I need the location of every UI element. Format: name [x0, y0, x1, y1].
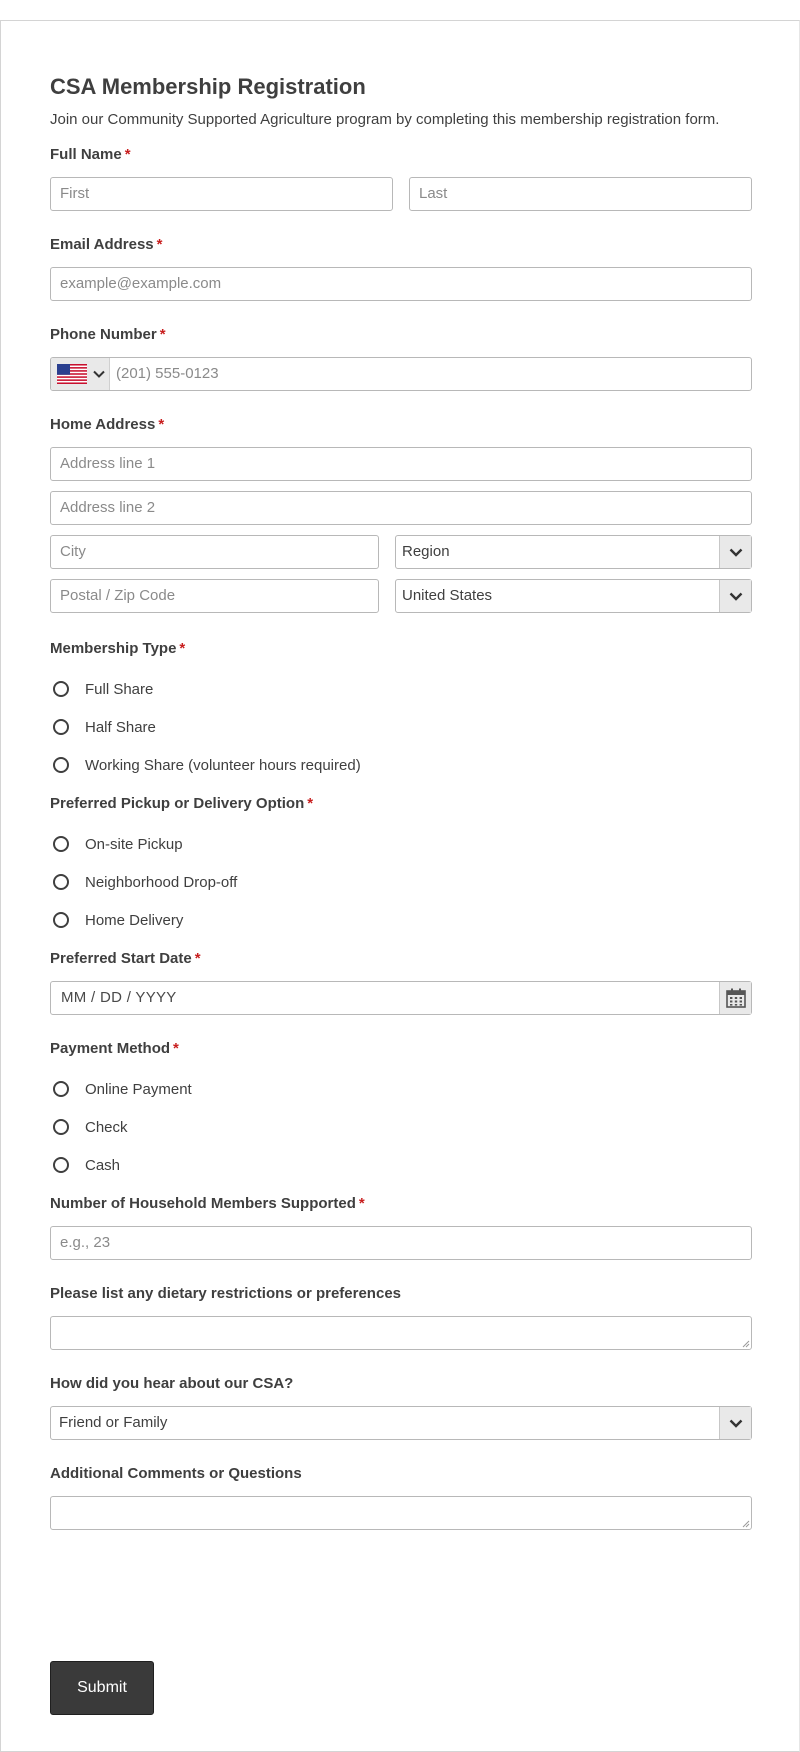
membership-type-label [50, 639, 752, 659]
radio-label: Home Delivery [85, 911, 184, 929]
referral-source-label: How did you hear about our CSA? [50, 1375, 294, 1392]
required-marker: * [159, 326, 166, 343]
resize-grip-icon[interactable] [741, 1519, 750, 1528]
payment-method-label-text: Payment Method [50, 1040, 171, 1057]
resize-grip-icon[interactable] [741, 1339, 750, 1348]
radio-option[interactable] [50, 1108, 752, 1146]
country-select-value: United States [402, 587, 493, 604]
radio-label: Neighborhood Drop-off [85, 873, 238, 891]
radio-option[interactable] [50, 901, 752, 939]
payment-method-field [50, 1039, 752, 1184]
radio-button[interactable] [53, 757, 69, 773]
required-marker: * [158, 416, 165, 433]
household-members-field [50, 1194, 752, 1260]
chevron-down-icon [93, 370, 105, 378]
start-date-placeholder: MM / DD / YYYY [61, 989, 177, 1006]
radio-option[interactable] [50, 863, 752, 901]
full-name-label-text: Full Name [50, 146, 122, 163]
membership-type-label-text: Membership Type [50, 640, 177, 657]
last-name-input[interactable]: Last [409, 177, 752, 211]
address-label [50, 415, 752, 435]
radio-option[interactable] [50, 670, 752, 708]
address-label-text: Home Address [50, 416, 156, 433]
registration-form [50, 73, 752, 1696]
household-members-label-text: Number of Household Members Supported [50, 1195, 356, 1212]
required-marker: * [179, 640, 186, 657]
radio-button[interactable] [53, 836, 69, 852]
us-flag-icon [57, 364, 87, 384]
payment-radio-group [50, 1070, 752, 1184]
radio-label: Half Share [85, 718, 156, 736]
radio-button[interactable] [53, 719, 69, 735]
radio-label: Online Payment [85, 1080, 192, 1098]
region-select[interactable] [395, 535, 752, 569]
comments-field [50, 1464, 752, 1530]
email-input[interactable]: example@example.com [50, 267, 752, 301]
address-line1-input[interactable]: Address line 1 [50, 447, 752, 481]
start-date-label-text: Preferred Start Date [50, 950, 192, 967]
start-date-input[interactable] [50, 981, 752, 1015]
full-name-label [50, 145, 752, 165]
radio-label: On-site Pickup [85, 835, 183, 853]
radio-button[interactable] [53, 681, 69, 697]
required-marker: * [173, 1040, 179, 1057]
dietary-textarea[interactable] [50, 1316, 752, 1350]
dietary-field [50, 1284, 752, 1350]
radio-button[interactable] [53, 912, 69, 928]
email-label-text: Email Address [50, 236, 154, 253]
chevron-down-icon [719, 536, 751, 568]
address-line2-input[interactable]: Address line 2 [50, 491, 752, 525]
submit-button[interactable]: Submit [50, 1661, 154, 1715]
payment-method-label [50, 1039, 752, 1059]
chevron-down-icon [719, 1407, 751, 1439]
pickup-option-label-text: Preferred Pickup or Delivery Option [50, 795, 305, 812]
membership-type-radio-group [50, 670, 752, 784]
required-marker: * [194, 950, 201, 967]
email-field [50, 235, 752, 301]
radio-option[interactable] [50, 825, 752, 863]
required-marker: * [156, 236, 163, 253]
radio-label: Working Share (volunteer hours required) [85, 756, 361, 774]
radio-label: Full Share [85, 680, 154, 698]
radio-button[interactable] [53, 1157, 69, 1173]
form-card [0, 20, 800, 1752]
radio-option[interactable] [50, 708, 752, 746]
first-name-input[interactable]: First [50, 177, 393, 211]
phone-field [50, 325, 752, 391]
household-members-label [50, 1194, 752, 1214]
membership-type-field [50, 639, 752, 784]
radio-button[interactable] [53, 874, 69, 890]
calendar-icon[interactable] [719, 982, 751, 1014]
region-select-value: Region [402, 543, 450, 560]
comments-label: Additional Comments or Questions [50, 1465, 302, 1482]
required-marker: * [124, 146, 131, 163]
radio-label: Check [85, 1118, 128, 1136]
radio-button[interactable] [53, 1081, 69, 1097]
country-code-select[interactable] [51, 358, 110, 390]
phone-label [50, 325, 752, 345]
radio-option[interactable] [50, 1146, 752, 1184]
radio-option[interactable] [50, 746, 752, 784]
pickup-option-field [50, 794, 752, 939]
radio-label: Cash [85, 1156, 121, 1174]
country-select[interactable] [395, 579, 752, 613]
chevron-down-icon [719, 580, 751, 612]
phone-input[interactable]: (201) 555-0123 [116, 365, 219, 382]
radio-option[interactable] [50, 1070, 752, 1108]
radio-button[interactable] [53, 1119, 69, 1135]
pickup-radio-group [50, 825, 752, 939]
city-input[interactable]: City [50, 535, 379, 569]
postal-code-input[interactable]: Postal / Zip Code [50, 579, 379, 613]
email-label [50, 235, 752, 255]
form-subtitle: Join our Community Supported Agriculture program by completing this membership registration form. [50, 111, 720, 128]
referral-source-select[interactable] [50, 1406, 752, 1440]
phone-input-group [50, 357, 752, 391]
referral-source-value: Friend or Family [59, 1414, 168, 1431]
dietary-label: Please list any dietary restrictions or preferences [50, 1285, 401, 1302]
household-members-input[interactable]: e.g., 23 [50, 1226, 752, 1260]
start-date-label [50, 949, 752, 969]
referral-source-field [50, 1374, 752, 1440]
pickup-option-label [50, 794, 752, 814]
start-date-field [50, 949, 752, 1015]
phone-label-text: Phone Number [50, 326, 157, 343]
comments-textarea[interactable] [50, 1496, 752, 1530]
required-marker: * [307, 795, 314, 812]
address-field [50, 415, 752, 613]
form-title: CSA Membership Registration [50, 74, 366, 99]
required-marker: * [358, 1195, 365, 1212]
full-name-field [50, 145, 752, 211]
